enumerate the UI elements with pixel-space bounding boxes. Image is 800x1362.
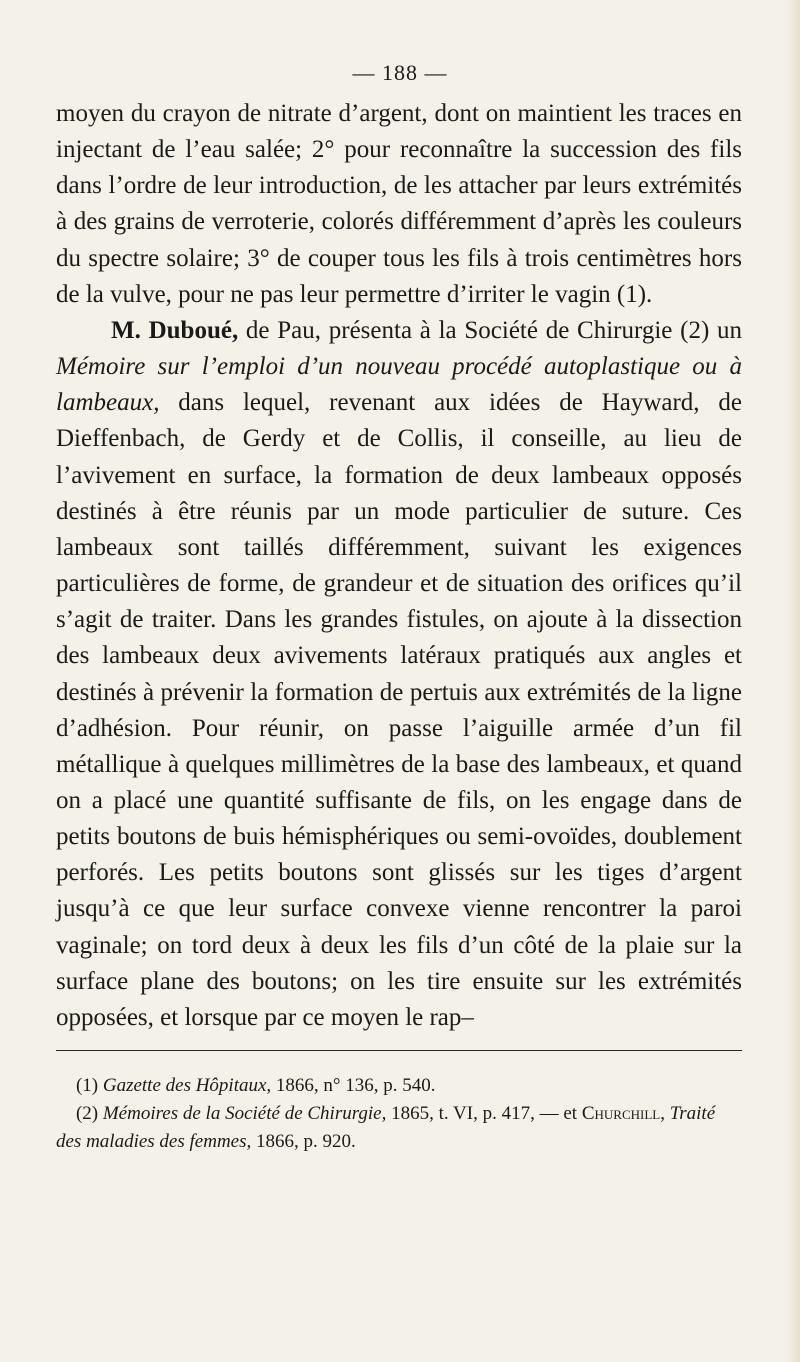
paragraph-1: moyen du crayon de nitrate d’argent, dont on maintient les traces en injectant de l’eau salée; 2° pour reconnaître la succession des fils dans l’ordre de leur introduction, de les attacher par leurs extrémités à des grains de verroterie, colorés différemment d’après les couleurs du spectre solaire; 3° de couper tous les fils à trois centimètres hors de la vulve, pour ne pas leur permettre d’irriter le vagin (1). — [56, 100, 742, 308]
footnote-2-text: 1865, t. VI, p. 417, — et — [386, 1103, 582, 1124]
paragraph-2-intro: de Pau, présenta à la Société de Chirurgie (2) un — [238, 316, 742, 344]
footnote-2-text2: 1866, p. 920. — [251, 1131, 356, 1152]
footnote-divider — [56, 1050, 742, 1051]
footnotes — [56, 1072, 742, 1156]
footnote-2 — [56, 1100, 742, 1156]
footnote-2-author: Churchill, — [581, 1103, 665, 1124]
footnote-1 — [56, 1072, 742, 1100]
body-text — [56, 96, 742, 1036]
page-edge-shadow — [786, 0, 800, 1362]
paragraph-2-body: dans lequel, revenant aux idées de Hayward, de Dieffenbach, de Gerdy et de Collis, il conseille, au lieu de l’avivement en surface, la formation de deux lambeaux opposés destinés à être réunis par un mode particulier de suture. Ces lambeaux sont taillés différemment, suivant les exigences particulières de forme, de grandeur et de situation des orifices qu’il s’agit de traiter. Dans les grandes fistules, on ajoute à la dissection des lambeaux deux avivements latéraux pratiqués aux angles et destinés à prévenir la formation de pertuis aux extrémités de la ligne d’adhésion. Pour réunir, on passe l’aiguille armée d’un fil métallique à quelques millimètres de la base des lambeaux, et quand on a placé une quantité suffisante de fils, on les engage dans de petits boutons de buis hémisphériques ou semi-ovoïdes, doublement perforés. Les petits boutons sont glissés sur les tiges d’argent jusqu’à ce que leur surface convexe vienne rencontrer la paroi vaginale; on tord deux à deux les fils d’un côté de la plaie sur la surface plane des boutons; on les tire ensuite sur les extrémités opposées, et lorsque par ce moyen le rap– — [56, 389, 742, 1031]
footnote-1-text: 1866, n° 136, p. 540. — [271, 1075, 436, 1096]
footnote-2-title2: Traité des maladies des femmes, — [56, 1103, 716, 1152]
memoir-title: Mémoire sur l’emploi d’un nouveau procédé autoplastique ou à lambeaux, — [56, 353, 742, 417]
footnote-2-marker: (2) — [75, 1103, 99, 1124]
footnote-1-title: Gazette des Hôpitaux, — [102, 1075, 272, 1096]
paragraph-2 — [56, 313, 742, 1036]
footnote-2-title: Mémoires de la Société de Chirurgie, — [102, 1103, 387, 1124]
page-number: — 188 — — [352, 60, 448, 85]
footnote-1-marker: (1) — [75, 1075, 99, 1096]
author-name: M. Duboué, — [111, 316, 239, 344]
